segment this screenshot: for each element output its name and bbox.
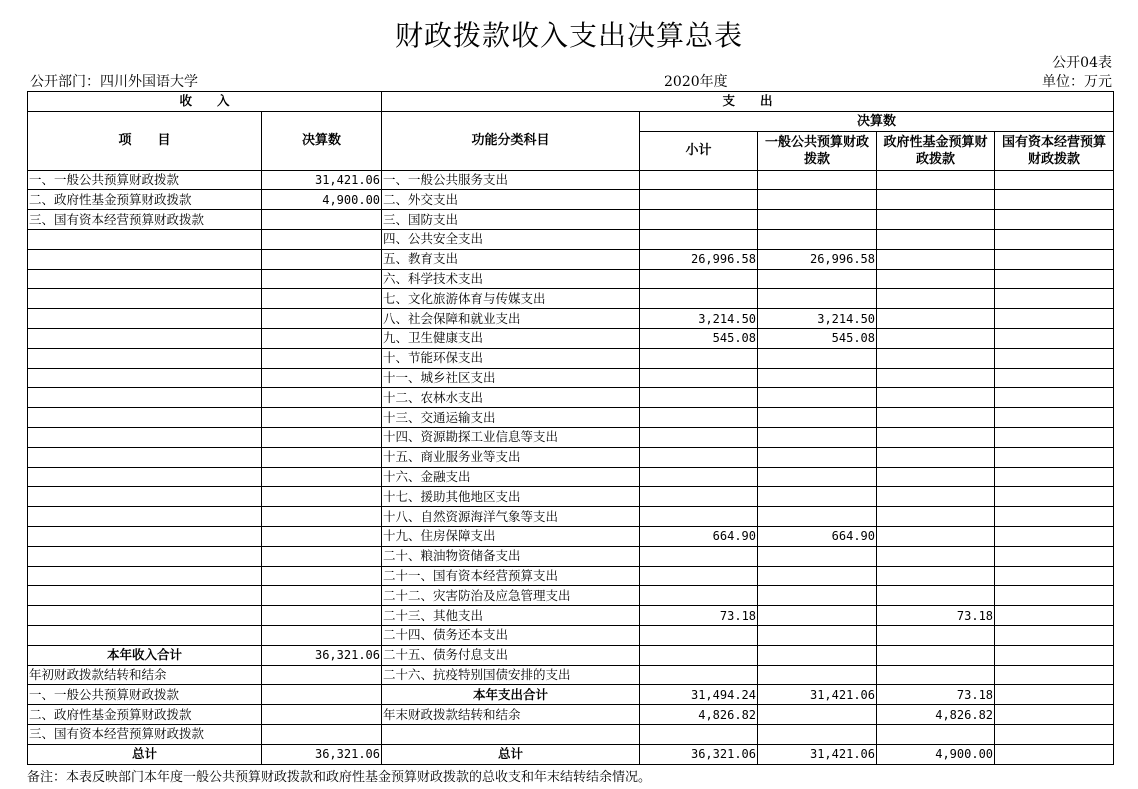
- income-item-cell: [28, 467, 262, 487]
- expense-item-cell: 二十二、灾害防治及应急管理支出: [382, 586, 640, 606]
- table-row: [28, 586, 1114, 606]
- income-amount-cell: [262, 269, 382, 289]
- income-amount-cell: [262, 388, 382, 408]
- meta-row: [27, 71, 1112, 89]
- subtotal-cell: [640, 427, 758, 447]
- subtotal-cell: [640, 665, 758, 685]
- gov-fund-cell: [877, 408, 995, 428]
- subtotal-cell: [640, 625, 758, 645]
- state-capital-cell: [995, 685, 1114, 705]
- subtotal-cell: [640, 507, 758, 527]
- subtotal-cell: [640, 447, 758, 467]
- expense-item-cell: 八、社会保障和就业支出: [382, 309, 640, 329]
- subtotal-header: 小计: [640, 131, 758, 170]
- table-row: [28, 744, 1114, 764]
- amount-header: 决算数: [262, 111, 382, 170]
- general-budget-cell: [758, 210, 877, 230]
- subtotal-cell: [640, 269, 758, 289]
- expense-item-cell: 十四、资源勘探工业信息等支出: [382, 427, 640, 447]
- income-amount-cell: 4,900.00: [262, 190, 382, 210]
- subtotal-cell: [640, 724, 758, 744]
- gov-fund-cell: [877, 368, 995, 388]
- department-label: 公开部门：四川外国语大学: [30, 74, 198, 90]
- general-budget-cell: [758, 665, 877, 685]
- subtotal-cell: [640, 388, 758, 408]
- income-amount-cell: [262, 229, 382, 249]
- footnote: 备注：本表反映部门本年度一般公共预算财政拨款和政府性基金预算财政拨款的总收支和年末结转结余情况。: [27, 770, 652, 785]
- subtotal-cell: 73.18: [640, 606, 758, 626]
- general-budget-cell: [758, 467, 877, 487]
- general-budget-cell: [758, 487, 877, 507]
- expense-header: 支 出: [382, 92, 1114, 112]
- table-row: [28, 507, 1114, 527]
- gov-fund-cell: [877, 487, 995, 507]
- expense-item-cell: 二十五、债务付息支出: [382, 645, 640, 665]
- general-budget-cell: [758, 705, 877, 725]
- general-budget-cell: [758, 427, 877, 447]
- income-header: 收 入: [28, 92, 382, 112]
- gov-fund-cell: [877, 546, 995, 566]
- expense-item-cell: 十二、农林水支出: [382, 388, 640, 408]
- table-row: [28, 625, 1114, 645]
- income-amount-cell: [262, 566, 382, 586]
- income-amount-cell: 36,321.06: [262, 645, 382, 665]
- gov-fund-cell: [877, 427, 995, 447]
- table-row: [28, 249, 1114, 269]
- gov-fund-cell: [877, 467, 995, 487]
- subtotal-cell: [640, 368, 758, 388]
- expense-item-cell: [382, 724, 640, 744]
- expense-item-cell: 四、公共安全支出: [382, 229, 640, 249]
- state-capital-cell: [995, 388, 1114, 408]
- general-budget-cell: [758, 348, 877, 368]
- gov-fund-cell: [877, 249, 995, 269]
- income-amount-cell: [262, 309, 382, 329]
- income-item-cell: [28, 566, 262, 586]
- income-amount-cell: [262, 487, 382, 507]
- subtotal-cell: [640, 210, 758, 230]
- gov-fund-cell: [877, 328, 995, 348]
- income-item-cell: [28, 625, 262, 645]
- table-row: [28, 546, 1114, 566]
- expense-item-cell: 一、一般公共服务支出: [382, 170, 640, 190]
- income-amount-cell: [262, 507, 382, 527]
- table-row: [28, 526, 1114, 546]
- income-amount-cell: 36,321.06: [262, 744, 382, 764]
- general-budget-cell: 664.90: [758, 526, 877, 546]
- unit-label: 单位：万元: [1042, 74, 1112, 90]
- subtotal-cell: [640, 487, 758, 507]
- income-amount-cell: 31,421.06: [262, 170, 382, 190]
- state-capital-cell: [995, 705, 1114, 725]
- subtotal-cell: [640, 229, 758, 249]
- subtotal-cell: [640, 348, 758, 368]
- state-capital-cell: [995, 348, 1114, 368]
- income-item-cell: [28, 289, 262, 309]
- state-capital-cell: [995, 210, 1114, 230]
- expense-item-cell: 年末财政拨款结转和结余: [382, 705, 640, 725]
- general-budget-cell: [758, 625, 877, 645]
- general-budget-header: 一般公共预算财政拨款: [758, 131, 877, 170]
- income-item-cell: 三、国有资本经营预算财政拨款: [28, 724, 262, 744]
- state-capital-cell: [995, 566, 1114, 586]
- table-row: [28, 289, 1114, 309]
- table-row: [28, 408, 1114, 428]
- general-budget-cell: [758, 388, 877, 408]
- general-budget-cell: [758, 408, 877, 428]
- subtotal-cell: 31,494.24: [640, 685, 758, 705]
- gov-fund-cell: [877, 309, 995, 329]
- expense-item-cell: 二十三、其他支出: [382, 606, 640, 626]
- income-item-cell: 一、一般公共预算财政拨款: [28, 170, 262, 190]
- expense-item-cell: 五、教育支出: [382, 249, 640, 269]
- income-amount-cell: [262, 665, 382, 685]
- table-row: [28, 348, 1114, 368]
- general-budget-cell: [758, 368, 877, 388]
- general-budget-cell: 31,421.06: [758, 685, 877, 705]
- table-row: [28, 427, 1114, 447]
- budget-table: [27, 91, 1114, 765]
- state-capital-cell: [995, 546, 1114, 566]
- income-item-cell: [28, 408, 262, 428]
- income-item-cell: 三、国有资本经营预算财政拨款: [28, 210, 262, 230]
- gov-fund-cell: [877, 625, 995, 645]
- income-item-cell: [28, 388, 262, 408]
- gov-fund-cell: [877, 170, 995, 190]
- expense-item-cell: 本年支出合计: [382, 685, 640, 705]
- item-header: 项 目: [28, 111, 262, 170]
- income-amount-cell: [262, 408, 382, 428]
- table-row: [28, 447, 1114, 467]
- general-budget-cell: [758, 170, 877, 190]
- table-row: [28, 368, 1114, 388]
- gov-fund-cell: [877, 348, 995, 368]
- income-amount-cell: [262, 289, 382, 309]
- table-row: [28, 190, 1114, 210]
- income-item-cell: 本年收入合计: [28, 645, 262, 665]
- gov-fund-cell: [877, 665, 995, 685]
- state-capital-cell: [995, 507, 1114, 527]
- table-row: [28, 606, 1114, 626]
- general-budget-cell: [758, 546, 877, 566]
- subtotal-cell: [640, 586, 758, 606]
- general-budget-cell: 31,421.06: [758, 744, 877, 764]
- expense-item-cell: 二、外交支出: [382, 190, 640, 210]
- expense-item-cell: 二十一、国有资本经营预算支出: [382, 566, 640, 586]
- table-row: [28, 229, 1114, 249]
- subtotal-cell: [640, 546, 758, 566]
- state-capital-cell: [995, 487, 1114, 507]
- income-item-cell: 总计: [28, 744, 262, 764]
- general-budget-cell: 545.08: [758, 328, 877, 348]
- state-capital-cell: [995, 289, 1114, 309]
- state-capital-cell: [995, 665, 1114, 685]
- expense-item-cell: 十八、自然资源海洋气象等支出: [382, 507, 640, 527]
- table-row: [28, 328, 1114, 348]
- general-budget-cell: [758, 447, 877, 467]
- state-capital-cell: [995, 586, 1114, 606]
- expense-item-cell: 三、国防支出: [382, 210, 640, 230]
- expense-item-cell: 十七、援助其他地区支出: [382, 487, 640, 507]
- income-item-cell: [28, 447, 262, 467]
- income-amount-cell: [262, 467, 382, 487]
- income-item-cell: [28, 586, 262, 606]
- general-budget-cell: [758, 645, 877, 665]
- general-budget-cell: 3,214.50: [758, 309, 877, 329]
- income-item-cell: [28, 249, 262, 269]
- expense-item-cell: 十九、住房保障支出: [382, 526, 640, 546]
- state-capital-header: 国有资本经营预算财政拨款: [995, 131, 1114, 170]
- subtotal-cell: 4,826.82: [640, 705, 758, 725]
- income-amount-cell: [262, 586, 382, 606]
- income-amount-cell: [262, 685, 382, 705]
- subtotal-cell: [640, 566, 758, 586]
- income-amount-cell: [262, 546, 382, 566]
- gov-fund-cell: [877, 566, 995, 586]
- table-row: [28, 210, 1114, 230]
- gov-fund-cell: [877, 210, 995, 230]
- table-row: [28, 724, 1114, 744]
- income-item-cell: 一、一般公共预算财政拨款: [28, 685, 262, 705]
- gov-fund-cell: [877, 269, 995, 289]
- table-row: [28, 705, 1114, 725]
- general-budget-cell: [758, 269, 877, 289]
- gov-fund-cell: [877, 447, 995, 467]
- expense-item-cell: 总计: [382, 744, 640, 764]
- table-row: [28, 388, 1114, 408]
- expense-item-cell: 二十四、债务还本支出: [382, 625, 640, 645]
- expense-item-cell: 十六、金融支出: [382, 467, 640, 487]
- state-capital-cell: [995, 744, 1114, 764]
- page-title: 财政拨款收入支出决算总表: [394, 19, 743, 52]
- general-budget-cell: [758, 229, 877, 249]
- income-item-cell: [28, 348, 262, 368]
- income-item-cell: [28, 368, 262, 388]
- table-row: [28, 269, 1114, 289]
- income-item-cell: 二、政府性基金预算财政拨款: [28, 705, 262, 725]
- subtotal-cell: [640, 408, 758, 428]
- income-amount-cell: [262, 705, 382, 725]
- state-capital-cell: [995, 625, 1114, 645]
- expense-item-cell: 二十六、抗疫特别国债安排的支出: [382, 665, 640, 685]
- table-row: [28, 170, 1114, 190]
- income-amount-cell: [262, 210, 382, 230]
- general-budget-cell: [758, 606, 877, 626]
- income-item-cell: 年初财政拨款结转和结余: [28, 665, 262, 685]
- gov-fund-cell: 73.18: [877, 685, 995, 705]
- income-amount-cell: [262, 249, 382, 269]
- table-row: [28, 467, 1114, 487]
- state-capital-cell: [995, 249, 1114, 269]
- table-row: [28, 685, 1114, 705]
- income-amount-cell: [262, 348, 382, 368]
- table-row: [28, 566, 1114, 586]
- subtotal-cell: 36,321.06: [640, 744, 758, 764]
- subtotal-cell: [640, 467, 758, 487]
- gov-fund-cell: [877, 289, 995, 309]
- income-amount-cell: [262, 526, 382, 546]
- income-amount-cell: [262, 447, 382, 467]
- gov-fund-cell: 73.18: [877, 606, 995, 626]
- subtotal-cell: 545.08: [640, 328, 758, 348]
- income-item-cell: [28, 487, 262, 507]
- state-capital-cell: [995, 408, 1114, 428]
- state-capital-cell: [995, 229, 1114, 249]
- state-capital-cell: [995, 724, 1114, 744]
- subtotal-cell: 3,214.50: [640, 309, 758, 329]
- state-capital-cell: [995, 447, 1114, 467]
- gov-fund-cell: [877, 229, 995, 249]
- subtotal-cell: [640, 170, 758, 190]
- income-item-cell: [28, 427, 262, 447]
- expense-item-cell: 二十、粮油物资储备支出: [382, 546, 640, 566]
- gov-fund-cell: [877, 586, 995, 606]
- gov-fund-cell: [877, 645, 995, 665]
- income-amount-cell: [262, 368, 382, 388]
- income-item-cell: [28, 546, 262, 566]
- gov-fund-cell: 4,900.00: [877, 744, 995, 764]
- state-capital-cell: [995, 170, 1114, 190]
- state-capital-cell: [995, 467, 1114, 487]
- state-capital-cell: [995, 526, 1114, 546]
- general-budget-cell: [758, 566, 877, 586]
- gov-fund-cell: [877, 388, 995, 408]
- gov-fund-cell: [877, 526, 995, 546]
- income-item-cell: [28, 507, 262, 527]
- expense-item-cell: 十五、商业服务业等支出: [382, 447, 640, 467]
- table-row: [28, 487, 1114, 507]
- state-capital-cell: [995, 190, 1114, 210]
- gov-fund-cell: [877, 190, 995, 210]
- expense-item-cell: 十、节能环保支出: [382, 348, 640, 368]
- income-item-cell: [28, 229, 262, 249]
- state-capital-cell: [995, 368, 1114, 388]
- state-capital-cell: [995, 269, 1114, 289]
- income-item-cell: [28, 328, 262, 348]
- gov-fund-cell: 4,826.82: [877, 705, 995, 725]
- income-item-cell: [28, 526, 262, 546]
- subtotal-cell: [640, 645, 758, 665]
- state-capital-cell: [995, 328, 1114, 348]
- income-amount-cell: [262, 328, 382, 348]
- general-budget-cell: [758, 586, 877, 606]
- table-row: [28, 645, 1114, 665]
- general-budget-cell: [758, 190, 877, 210]
- gov-fund-header: 政府性基金预算财政拨款: [877, 131, 995, 170]
- income-amount-cell: [262, 606, 382, 626]
- subtotal-cell: [640, 190, 758, 210]
- state-capital-cell: [995, 427, 1114, 447]
- table-row: [28, 665, 1114, 685]
- subtotal-cell: 26,996.58: [640, 249, 758, 269]
- expense-item-cell: 十三、交通运输支出: [382, 408, 640, 428]
- expense-item-cell: 十一、城乡社区支出: [382, 368, 640, 388]
- income-item-cell: [28, 606, 262, 626]
- state-capital-cell: [995, 645, 1114, 665]
- general-budget-cell: [758, 289, 877, 309]
- income-amount-cell: [262, 724, 382, 744]
- income-amount-cell: [262, 427, 382, 447]
- expense-item-cell: 九、卫生健康支出: [382, 328, 640, 348]
- income-item-cell: [28, 269, 262, 289]
- income-item-cell: 二、政府性基金预算财政拨款: [28, 190, 262, 210]
- state-capital-cell: [995, 309, 1114, 329]
- gov-fund-cell: [877, 724, 995, 744]
- final-amount-header: 决算数: [640, 111, 1114, 131]
- function-class-header: 功能分类科目: [382, 111, 640, 170]
- general-budget-cell: 26,996.58: [758, 249, 877, 269]
- income-item-cell: [28, 309, 262, 329]
- subtotal-cell: [640, 289, 758, 309]
- table-row: [28, 309, 1114, 329]
- general-budget-cell: [758, 724, 877, 744]
- form-number: 公开04表: [1052, 55, 1112, 71]
- gov-fund-cell: [877, 507, 995, 527]
- year-label: 2020年度: [664, 74, 728, 90]
- state-capital-cell: [995, 606, 1114, 626]
- expense-item-cell: 六、科学技术支出: [382, 269, 640, 289]
- expense-item-cell: 七、文化旅游体育与传媒支出: [382, 289, 640, 309]
- subtotal-cell: 664.90: [640, 526, 758, 546]
- general-budget-cell: [758, 507, 877, 527]
- income-amount-cell: [262, 625, 382, 645]
